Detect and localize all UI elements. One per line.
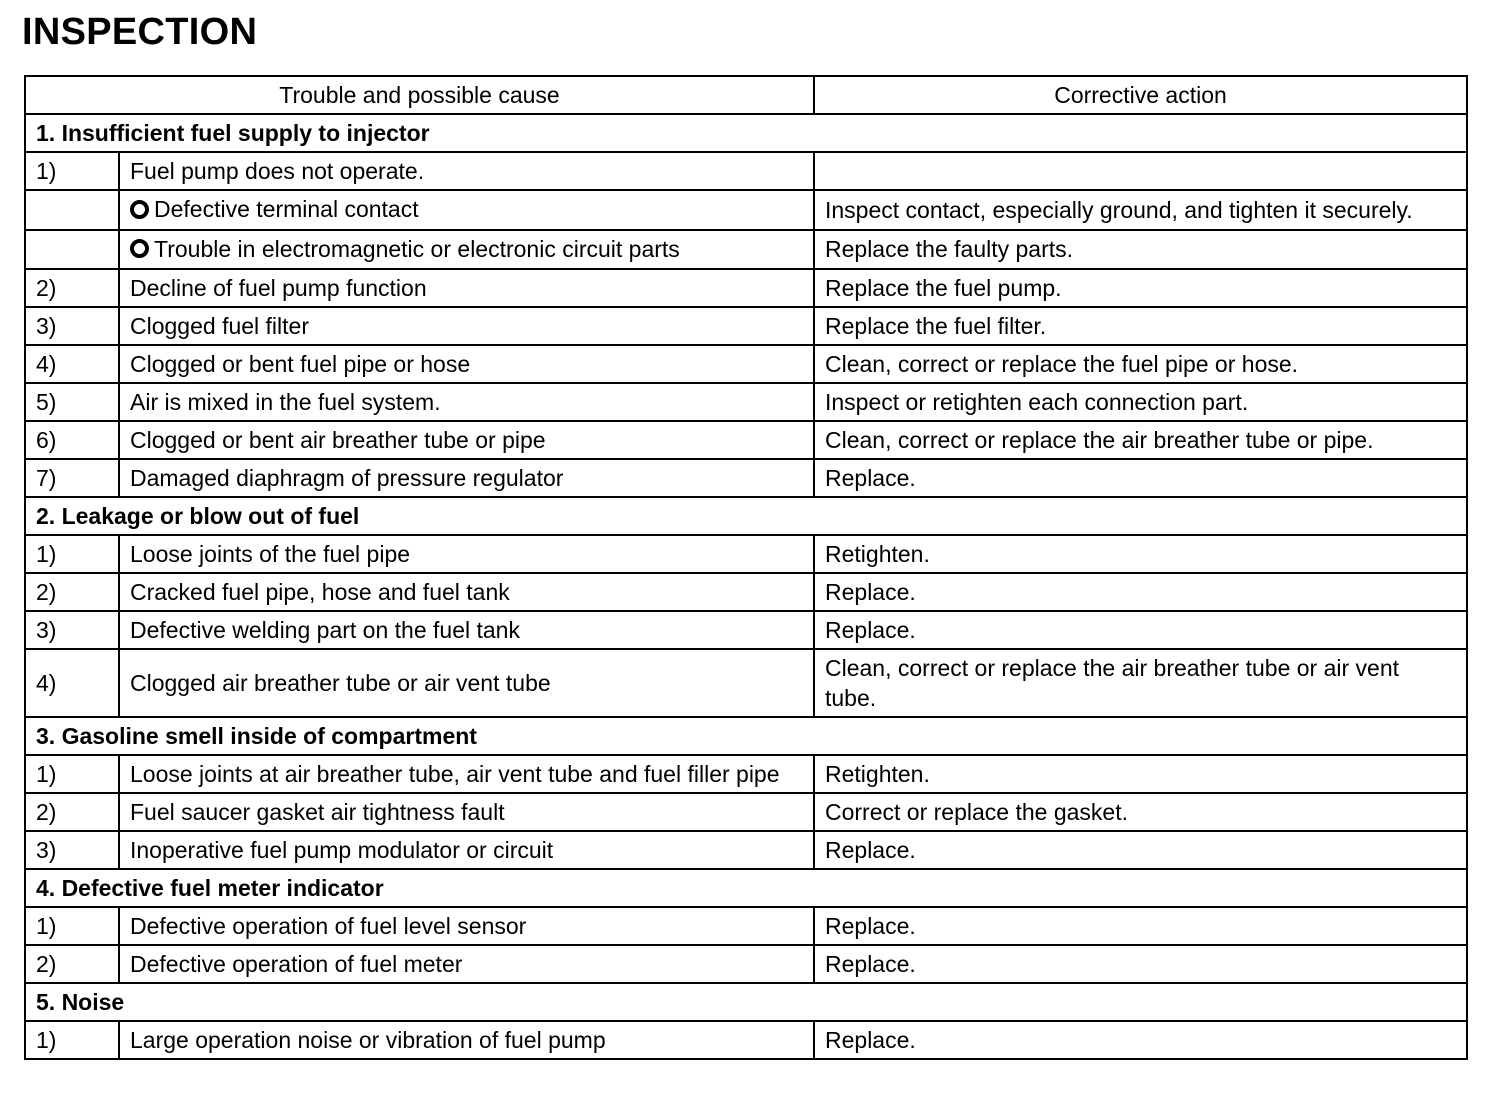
action-cell: Replace the faulty parts. — [814, 230, 1467, 270]
cause-cell: Clogged air breather tube or air vent tube — [119, 649, 814, 717]
item-number: 6) — [25, 421, 119, 459]
cause-cell: Inoperative fuel pump modulator or circuit — [119, 831, 814, 869]
table-row — [25, 945, 1467, 983]
page-title: INSPECTION — [22, 11, 258, 53]
item-number: 1) — [25, 152, 119, 190]
table-row — [25, 190, 1467, 230]
section-row — [25, 717, 1467, 755]
cause-cell: Fuel pump does not operate. — [119, 152, 814, 190]
table-row — [25, 649, 1467, 717]
table-row — [25, 230, 1467, 270]
section-row — [25, 114, 1467, 152]
item-number: 5) — [25, 383, 119, 421]
action-cell — [814, 152, 1467, 190]
cause-cell: Defective operation of fuel level sensor — [119, 907, 814, 945]
item-number: 3) — [25, 307, 119, 345]
table-row — [25, 535, 1467, 573]
cause-cell: Defective welding part on the fuel tank — [119, 611, 814, 649]
action-cell: Replace. — [814, 1021, 1467, 1059]
table-row — [25, 611, 1467, 649]
cause-cell — [119, 190, 814, 230]
section-title: 3. Gasoline smell inside of compartment — [25, 717, 1467, 755]
action-cell: Replace. — [814, 611, 1467, 649]
cause-text: Trouble in electromagnetic or electronic circuit parts — [154, 235, 680, 262]
item-number: 2) — [25, 573, 119, 611]
table-row — [25, 459, 1467, 497]
cause-cell: Clogged or bent fuel pipe or hose — [119, 345, 814, 383]
bullet-circle-icon — [130, 200, 149, 219]
item-number — [25, 230, 119, 270]
table-body — [25, 114, 1467, 1059]
cause-cell: Large operation noise or vibration of fuel pump — [119, 1021, 814, 1059]
section-title: 4. Defective fuel meter indicator — [25, 869, 1467, 907]
item-number — [25, 190, 119, 230]
cause-cell: Defective operation of fuel meter — [119, 945, 814, 983]
section-row — [25, 869, 1467, 907]
item-number: 1) — [25, 755, 119, 793]
item-number: 2) — [25, 945, 119, 983]
bullet-circle-icon — [130, 239, 149, 258]
item-number: 1) — [25, 1021, 119, 1059]
item-number: 1) — [25, 535, 119, 573]
action-cell: Replace. — [814, 573, 1467, 611]
cause-cell: Loose joints at air breather tube, air vent tube and fuel filler pipe — [119, 755, 814, 793]
cause-cell: Damaged diaphragm of pressure regulator — [119, 459, 814, 497]
bullet-item — [130, 234, 680, 264]
action-cell: Clean, correct or replace the air breather tube or pipe. — [814, 421, 1467, 459]
table-row — [25, 421, 1467, 459]
header-cause: Trouble and possible cause — [25, 76, 814, 114]
table-row — [25, 831, 1467, 869]
table-row — [25, 345, 1467, 383]
action-cell: Inspect or retighten each connection part. — [814, 383, 1467, 421]
action-cell: Clean, correct or replace the fuel pipe or hose. — [814, 345, 1467, 383]
cause-text: Defective terminal contact — [154, 196, 419, 222]
table-row — [25, 307, 1467, 345]
section-title: 1. Insufficient fuel supply to injector — [25, 114, 1467, 152]
cause-cell: Cracked fuel pipe, hose and fuel tank — [119, 573, 814, 611]
action-cell: Replace. — [814, 831, 1467, 869]
action-cell: Clean, correct or replace the air breather tube or air vent tube. — [814, 649, 1467, 717]
cause-cell: Air is mixed in the fuel system. — [119, 383, 814, 421]
item-number: 7) — [25, 459, 119, 497]
header-row — [25, 76, 1467, 114]
cause-cell — [119, 230, 814, 270]
action-cell: Correct or replace the gasket. — [814, 793, 1467, 831]
action-cell: Replace the fuel filter. — [814, 307, 1467, 345]
table-row — [25, 1021, 1467, 1059]
item-number: 4) — [25, 345, 119, 383]
cause-cell: Fuel saucer gasket air tightness fault — [119, 793, 814, 831]
section-row — [25, 497, 1467, 535]
cause-cell: Decline of fuel pump function — [119, 269, 814, 307]
action-cell: Replace. — [814, 945, 1467, 983]
action-cell: Replace the fuel pump. — [814, 269, 1467, 307]
table-row — [25, 573, 1467, 611]
action-cell: Inspect contact, especially ground, and tighten it securely. — [814, 190, 1467, 230]
cause-cell: Clogged fuel filter — [119, 307, 814, 345]
action-cell: Retighten. — [814, 755, 1467, 793]
table-row — [25, 793, 1467, 831]
table-row — [25, 383, 1467, 421]
section-title: 2. Leakage or blow out of fuel — [25, 497, 1467, 535]
cause-cell: Loose joints of the fuel pipe — [119, 535, 814, 573]
item-number: 2) — [25, 269, 119, 307]
table-row — [25, 907, 1467, 945]
section-row — [25, 983, 1467, 1021]
section-title: 5. Noise — [25, 983, 1467, 1021]
table-row — [25, 152, 1467, 190]
item-number: 3) — [25, 611, 119, 649]
header-action: Corrective action — [814, 76, 1467, 114]
action-cell: Retighten. — [814, 535, 1467, 573]
table-row — [25, 269, 1467, 307]
action-cell: Replace. — [814, 907, 1467, 945]
item-number: 4) — [25, 649, 119, 717]
inspection-table — [24, 75, 1468, 1060]
action-cell: Replace. — [814, 459, 1467, 497]
item-number: 1) — [25, 907, 119, 945]
bullet-item — [130, 194, 419, 224]
cause-cell: Clogged or bent air breather tube or pipe — [119, 421, 814, 459]
item-number: 3) — [25, 831, 119, 869]
item-number: 2) — [25, 793, 119, 831]
table-row — [25, 755, 1467, 793]
